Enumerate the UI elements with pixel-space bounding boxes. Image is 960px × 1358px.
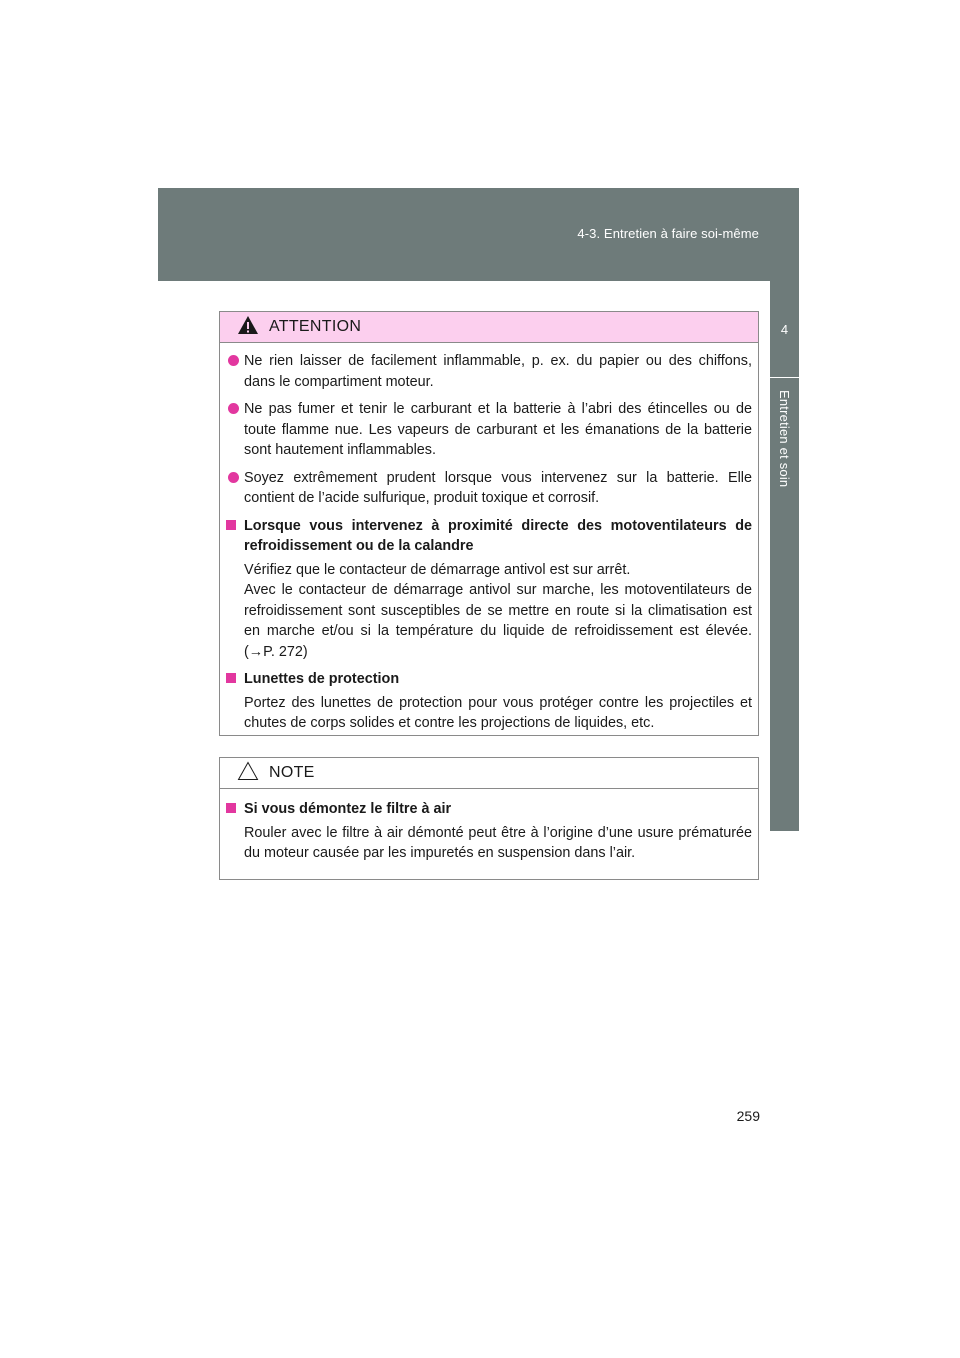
note-box (219, 757, 759, 880)
section-text: Portez des lunettes de protection pour vous protéger contre les projectiles et chutes de corps solides et contre les projections de liquides, etc. (244, 694, 752, 731)
bullet-circle-icon (228, 472, 239, 483)
header-band (158, 188, 799, 281)
bullet-text: Ne pas fumer et tenir le carburant et la batterie à l’abri des étincelles ou de toute flamme nue. Les vapeurs de carburant et les émanations de la batterie sont hautement inflammables. (244, 401, 752, 458)
page-number: 259 (736, 1108, 760, 1124)
attention-section (226, 516, 752, 663)
bullet-square-icon (226, 673, 236, 683)
section-text: Avec le contacteur de démarrage antivol sur marche, les motoventilateurs de refroidissement sont susceptibles de se mettre en route si la climatisation est en marche et/ou si la température du liquide de refroidissement est élevée. (→P. 272) (244, 582, 752, 660)
bullet-circle-icon (228, 355, 239, 366)
chapter-label-box (770, 378, 799, 831)
attention-section (226, 669, 752, 734)
section-title: 4-3. Entretien à faire soi-même (577, 226, 759, 241)
attention-title: ATTENTION (269, 318, 362, 335)
bullet-circle-icon (228, 403, 239, 414)
note-section (226, 799, 752, 864)
section-text: Vérifiez que le contacteur de démarrage antivol est sur arrêt. (244, 561, 631, 578)
section-heading: Si vous démontez le filtre à air (244, 801, 452, 817)
bullet-square-icon (226, 520, 236, 530)
section-heading: Lorsque vous intervenez à proximité directe des motoventilateurs de refroidissement ou de la calandre (244, 517, 752, 554)
note-body (220, 789, 758, 864)
attention-bullet (226, 351, 752, 392)
bullet-text: Ne rien laisser de facilement inflammable, p. ex. du papier ou des chiffons, dans le compartiment moteur. (244, 353, 752, 390)
chapter-label: Entretien et soin (777, 390, 792, 488)
section-text: Rouler avec le filtre à air démonté peut être à l’origine d’une usure prématurée du moteur causée par les impuretés en suspension dans l’air. (244, 824, 752, 861)
attention-body (220, 343, 758, 734)
note-title: NOTE (269, 764, 315, 781)
section-heading: Lunettes de protection (244, 671, 400, 687)
caution-outline-icon (237, 761, 259, 786)
warning-icon (237, 315, 259, 340)
attention-bullet (226, 468, 752, 509)
note-header (220, 758, 758, 789)
bullet-square-icon (226, 803, 236, 813)
attention-bullet (226, 399, 752, 461)
chapter-number-box (770, 281, 799, 378)
chapter-number: 4 (780, 321, 789, 337)
attention-box (219, 311, 759, 736)
attention-header (220, 312, 758, 343)
bullet-text: Soyez extrêmement prudent lorsque vous intervenez sur la batterie. Elle contient de l’acide sulfurique, produit toxique et corrosif. (244, 469, 752, 506)
